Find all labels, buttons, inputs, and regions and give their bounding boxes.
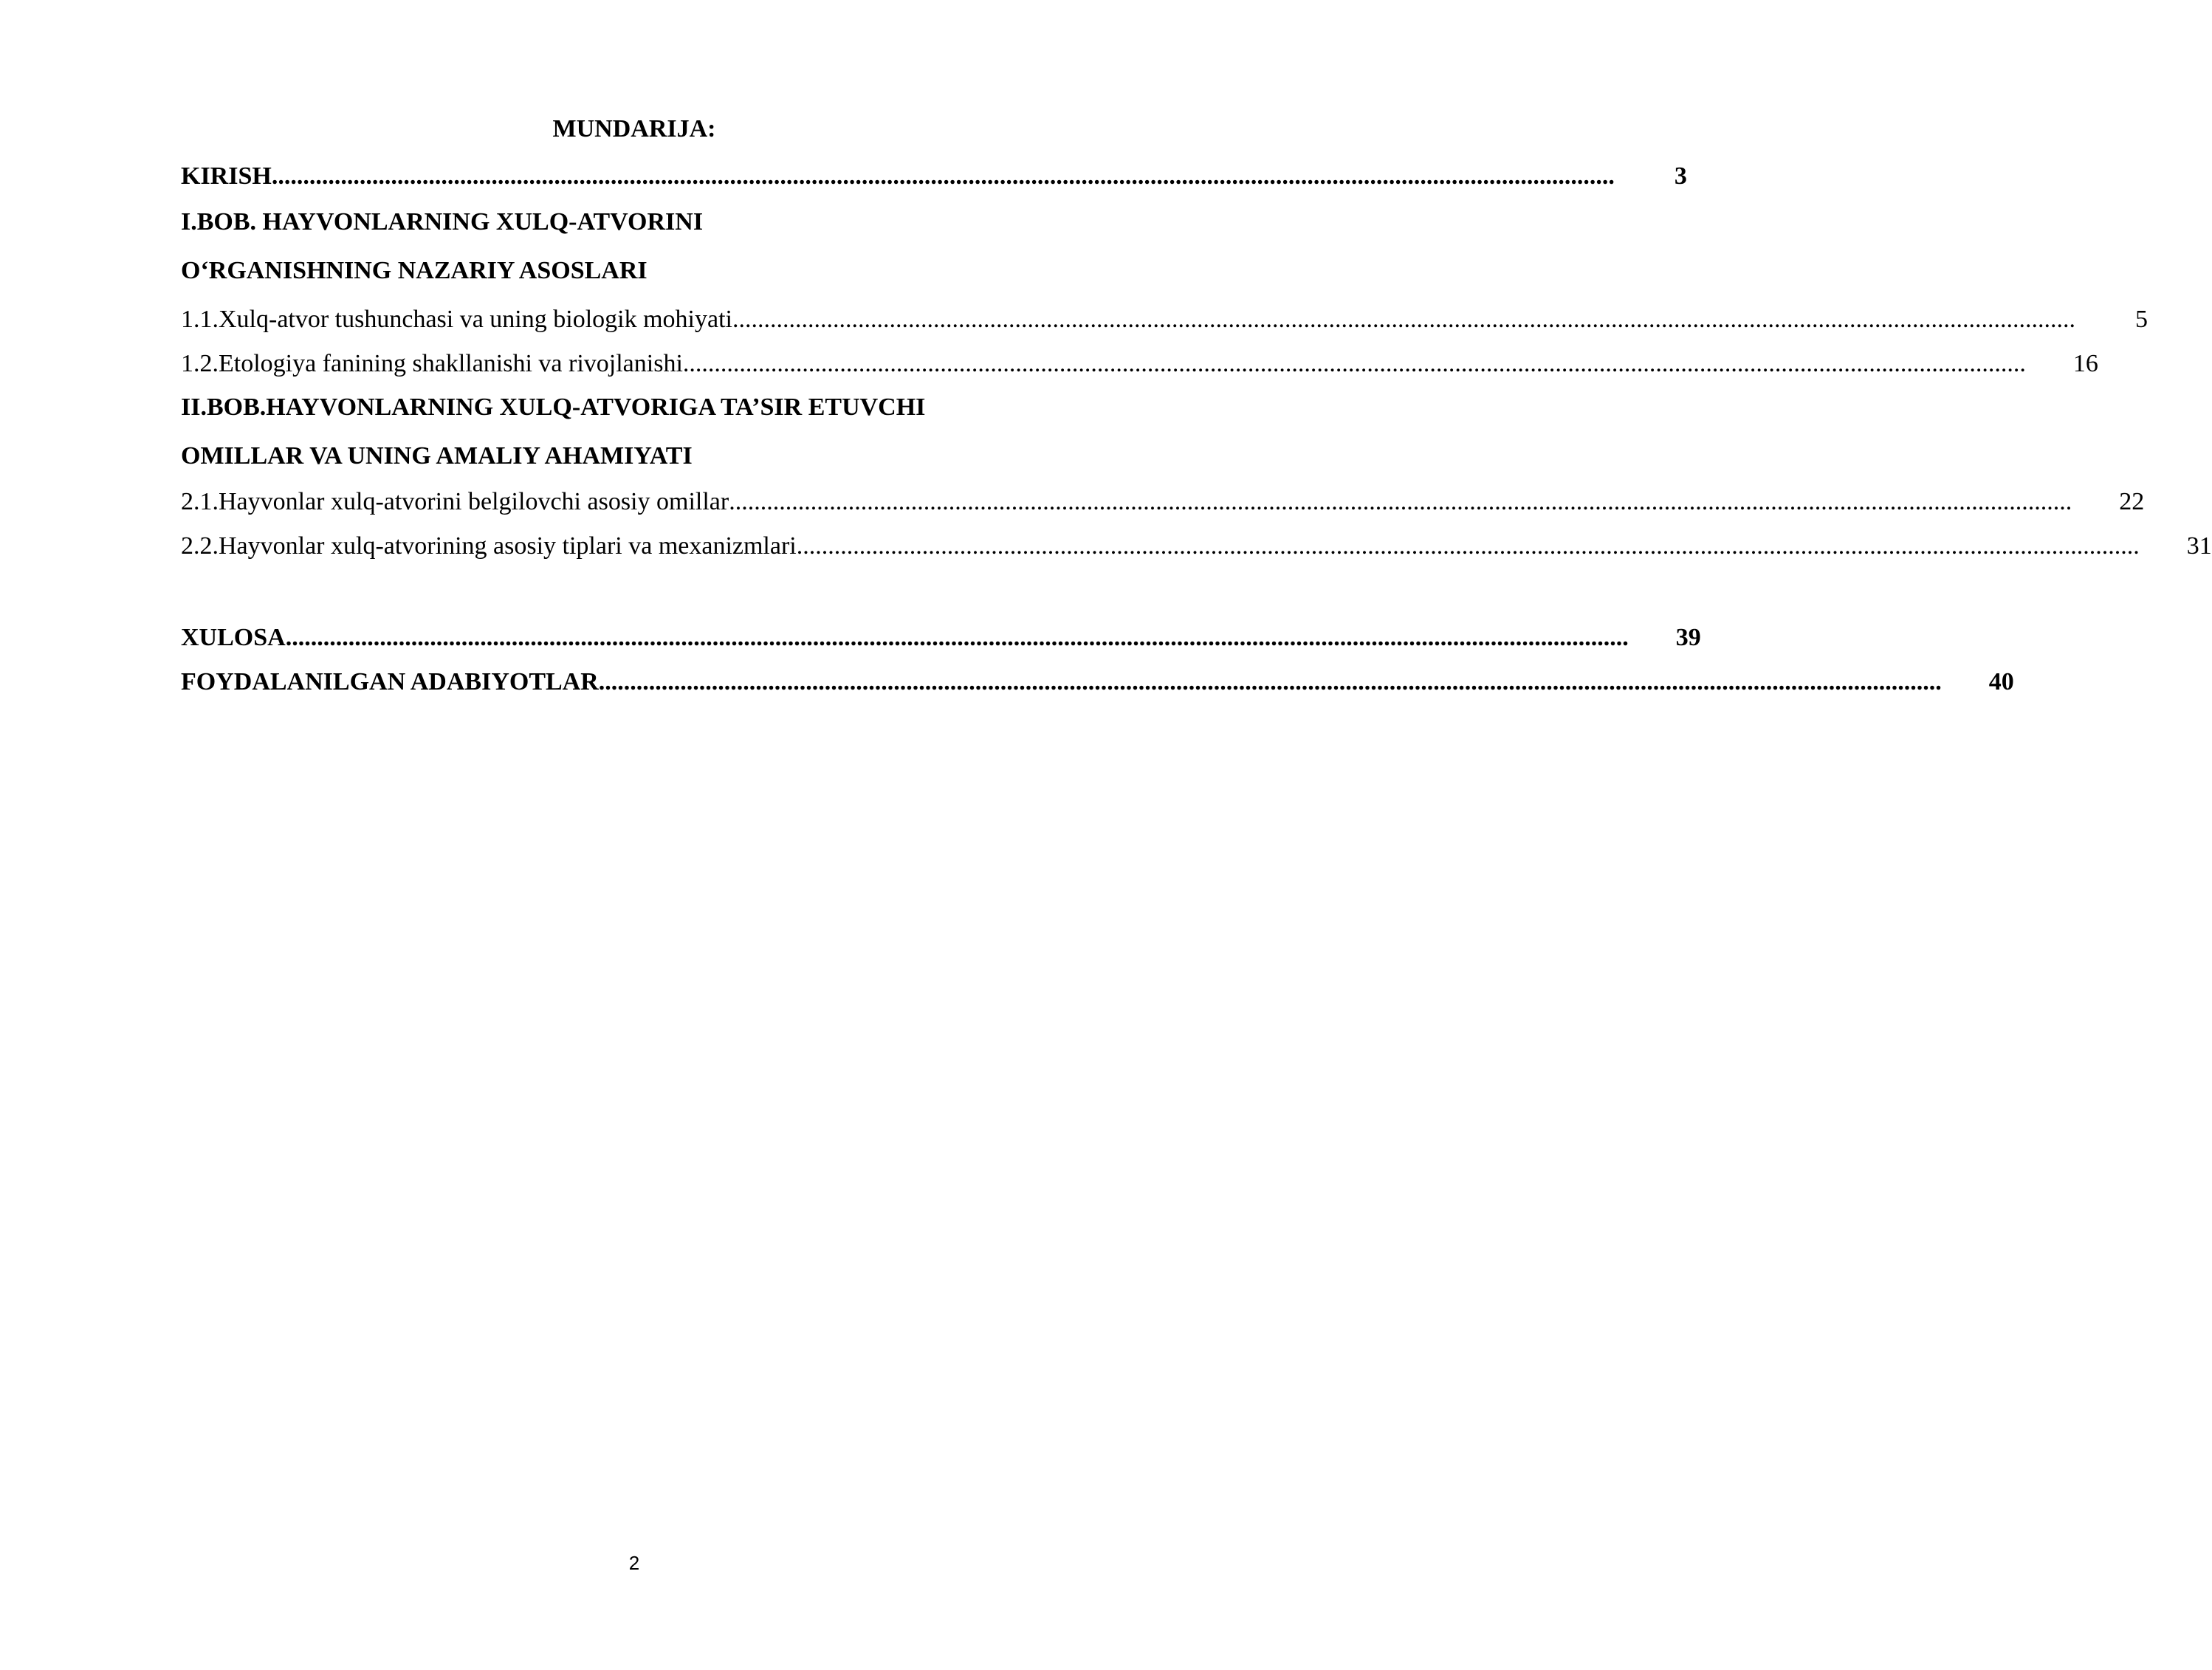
toc-entry-text: 1.2.Etologiya fanining shakllanishi va rivojlanishi xyxy=(181,350,683,377)
toc-page-number: 39 xyxy=(1675,624,1701,651)
toc-page-number: 3 xyxy=(1674,162,1687,190)
toc-entry-text: 2.2.Hayvonlar xulq-atvorining asosiy tiplari va mexanizmlari xyxy=(181,532,797,560)
dot-leader: ...................................................................................................................................................................................................................... xyxy=(796,532,2140,560)
toc-entry-conclusion[interactable] xyxy=(181,619,1701,656)
toc-page-number: 22 xyxy=(2119,488,2145,515)
toc-entry-1-1[interactable] xyxy=(181,301,2148,338)
dot-leader: ...................................................................................................................................................................................................................... xyxy=(682,350,2026,377)
page-title: MUNDARIJA: xyxy=(552,115,716,142)
toc-page-number: 40 xyxy=(1988,668,2014,695)
toc-entry-text: XULOSA xyxy=(181,624,286,651)
toc-entry-text: 2.1.Hayvonlar xulq-atvorini belgilovchi asosiy omillar xyxy=(181,488,729,515)
dot-leader: ...................................................................................................................................................................................................................... xyxy=(729,488,2072,515)
toc-page-number: 16 xyxy=(2072,350,2098,377)
toc-entry-text: FOYDALANILGAN ADABIYOTLAR xyxy=(181,668,599,695)
dot-leader: ...................................................................................................................................................................................................................... xyxy=(598,668,1942,695)
chapter-2-heading-line-2[interactable]: OMILLAR VA UNING AMALIY AHAMIYATI xyxy=(181,442,693,470)
toc-entry-1-2[interactable] xyxy=(181,346,2098,382)
chapter-1-heading-line-2[interactable]: O‘RGANISHNING NAZARIY ASOSLARI xyxy=(181,257,648,284)
chapter-2-heading-line-1[interactable]: II.BOB.HAYVONLARNING XULQ-ATVORIGA TA’SIR ETUVCHI xyxy=(181,394,926,421)
dot-leader: ...................................................................................................................................................................................................................... xyxy=(732,306,2075,333)
toc-entry-2-1[interactable] xyxy=(181,484,2145,520)
dot-leader: ...................................................................................................................................................................................................................... xyxy=(271,162,1615,190)
toc-page-number: 5 xyxy=(2134,306,2148,333)
toc-entry-2-2[interactable] xyxy=(181,528,2212,565)
toc-entry-references[interactable] xyxy=(181,664,2014,701)
dot-leader: ...................................................................................................................................................................................................................... xyxy=(285,624,1629,651)
toc-entry-text: KIRISH xyxy=(181,162,272,190)
toc-entry-intro[interactable] xyxy=(181,158,1687,195)
toc-entry-text: 1.1.Xulq-atvor tushunchasi va uning biologik mohiyati xyxy=(181,306,732,333)
toc-page-number: 31 xyxy=(2186,532,2212,560)
chapter-1-heading-line-1[interactable]: I.BOB. HAYVONLARNING XULQ-ATVORINI xyxy=(181,208,704,236)
footer-page-number: 2 xyxy=(628,1552,640,1574)
